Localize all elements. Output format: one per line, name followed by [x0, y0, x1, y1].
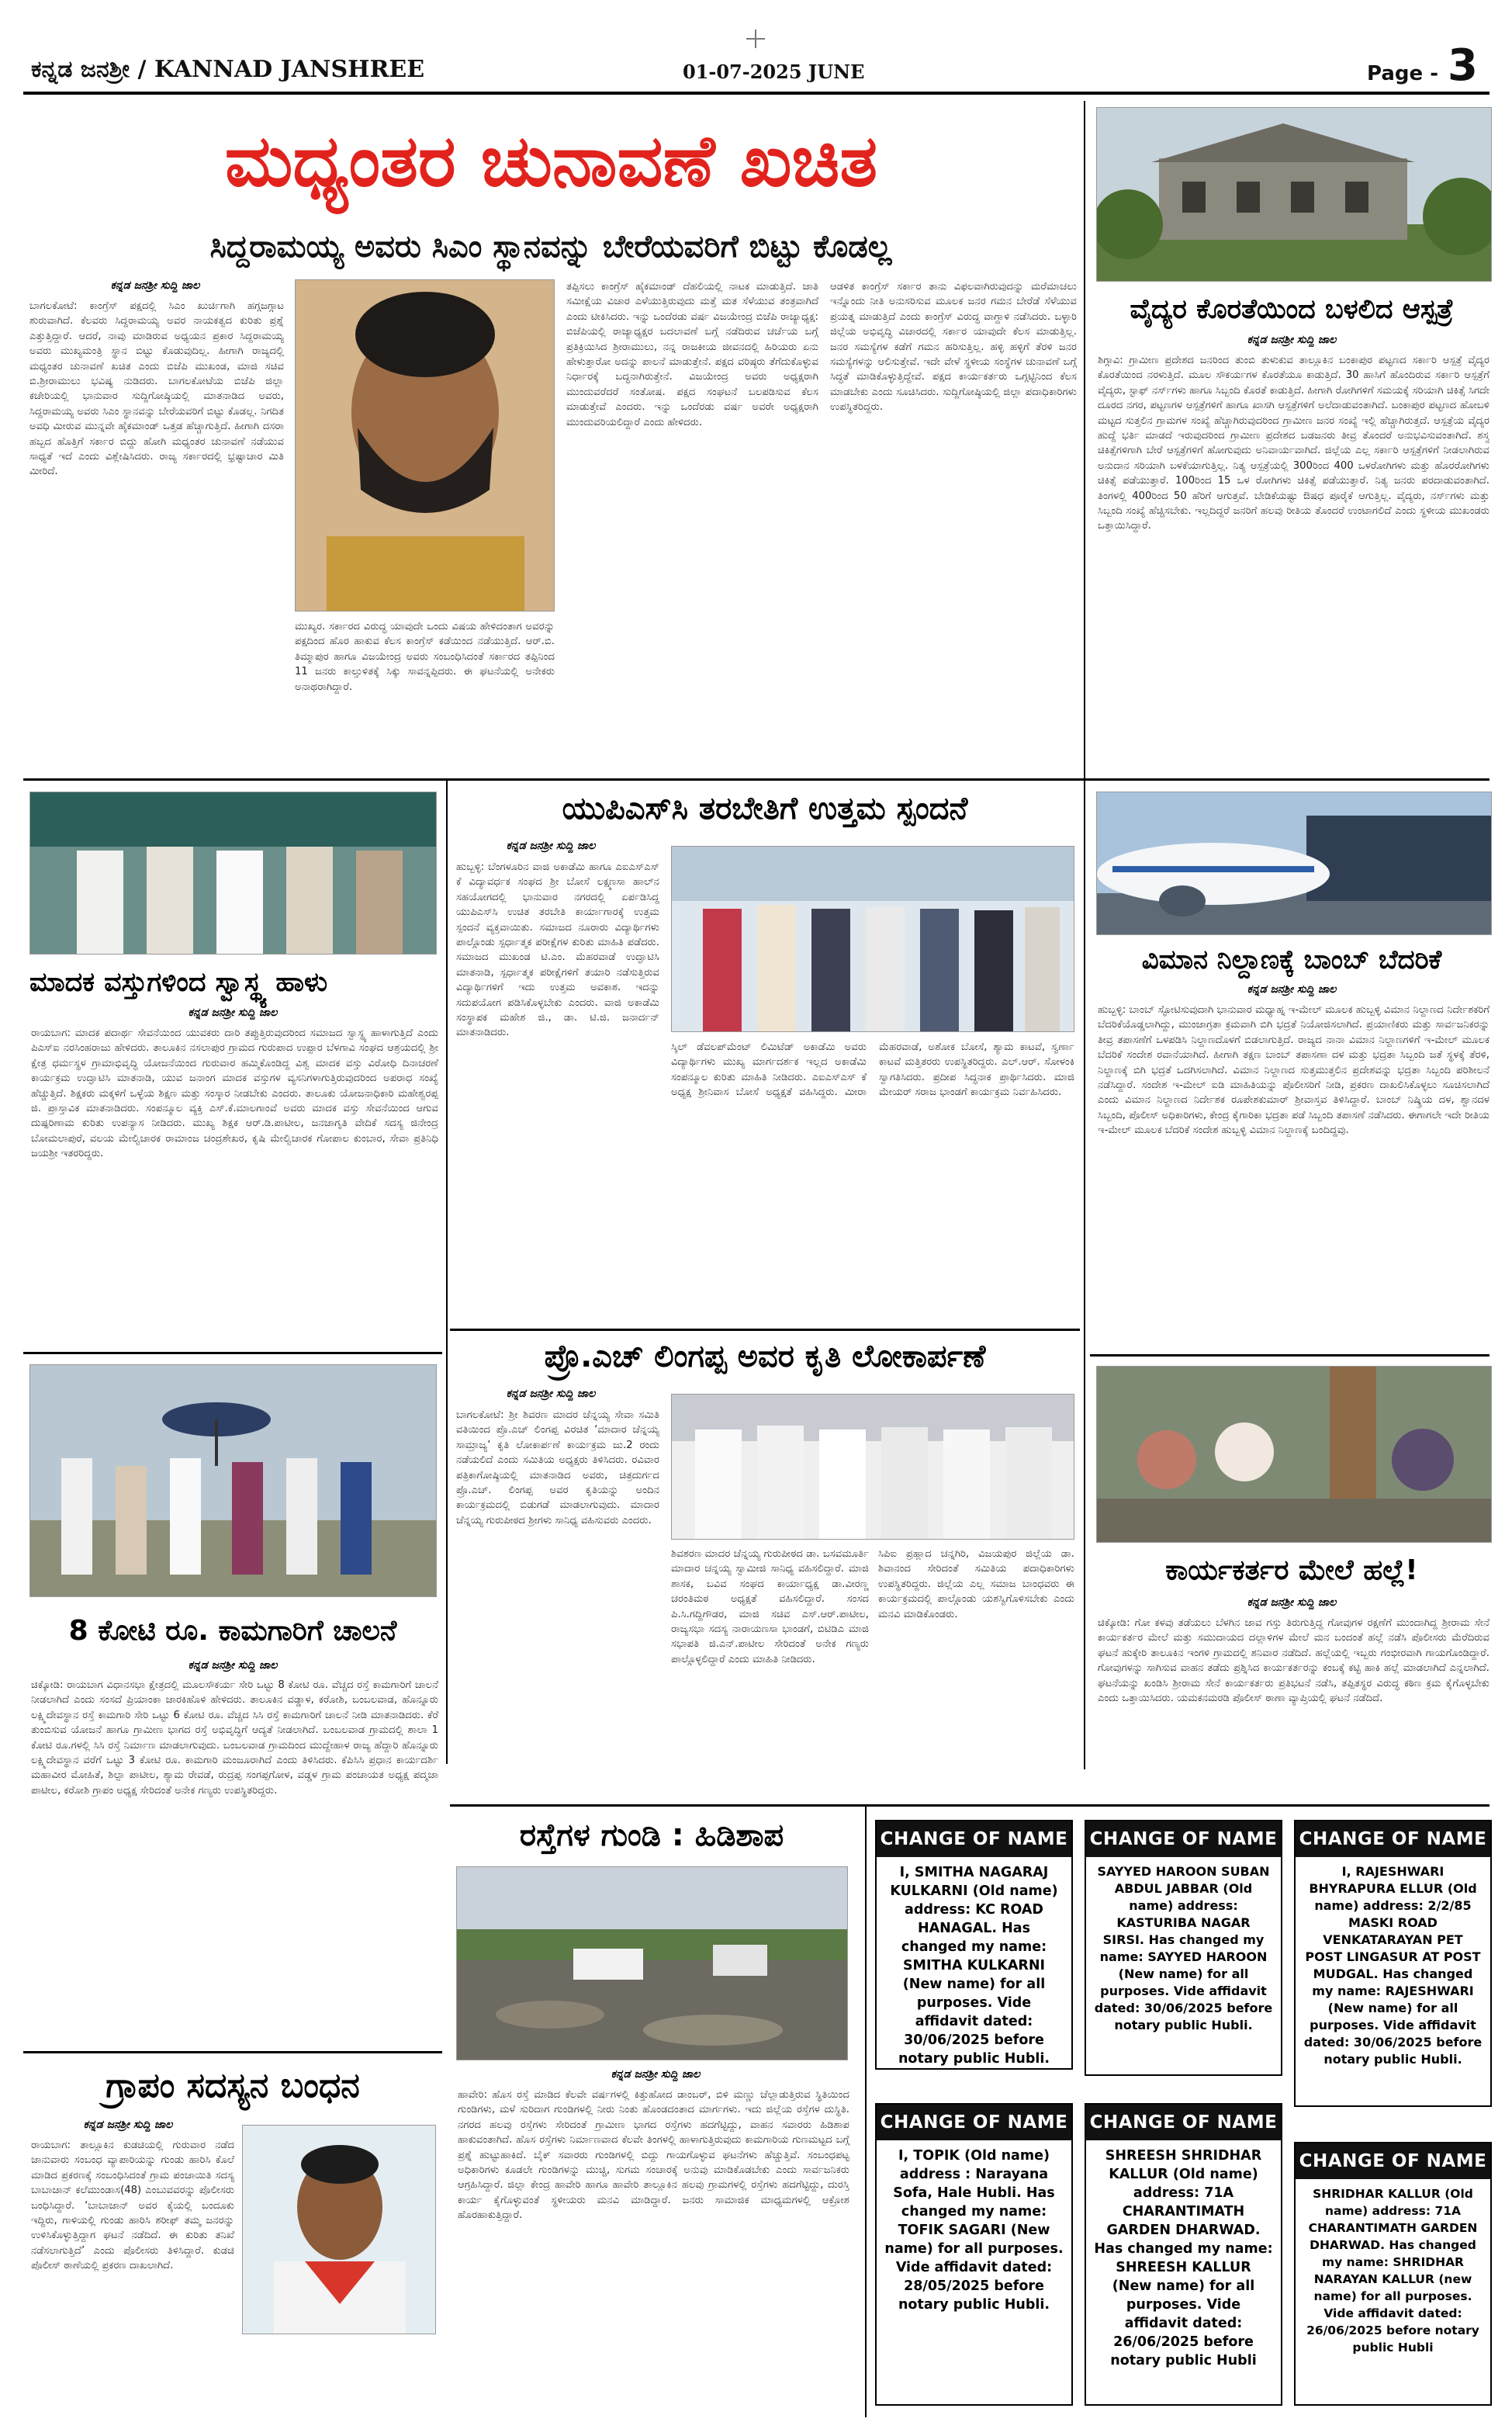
attack-body: ಚಿಕ್ಕೋಡಿ: ಗೋ ಕಳವು ತಡೆಯಲು ಬೆಳಗಿನ ಜಾವ ಗಸ್ತು ತಿರುಗುತ್ತಿದ್ದ ಗೋವುಗಳ ರಕ್ಷಣೆಗೆ ಮುಂದಾಗಿದ್ದ ಶ್ರೀರಾಮ ಸೇನೆ ಕಾರ್ಯಕರ್ತರ ಮೇಲೆ ಮತ್ತು ಸಮುದಾಯದ ದಲ್ಲಾಳಿಗಳ ಮೇಲೆ ಮನ ಬಂದಂತೆ ಹಲ್ಲೆ ನಡೆಸಿ ಪೊಲೀಸರು ಮೆರೆದಿರುವ ಘಟನೆ ಹುಕ್ಕೇರಿ ತಾಲೂಕಿನ ಇಂಗಳಿ ಗ್ರಾಮದಲ್ಲಿ ಶನಿವಾರ ನಡೆದಿದೆ. ಹಲ್ಲೆಯಲ್ಲಿ ಇಬ್ಬರು ಗಂಭೀರವಾಗಿ ಗಾಯಗೊಂಡಿದ್ದಾರೆ. ಗೋವುಗಳನ್ನು ಸಾಗಿಸುವ ವಾಹನ ತಡೆದು ಪ್ರಶ್ನಿಸಿದ ಕಾರ್ಯಕರ್ತರನ್ನು ಕಂಬಕ್ಕೆ ಕಟ್ಟಿ ಹಾಕಿ ಹಲ್ಲೆ ಮಾಡಲಾಗಿದೆ ಎನ್ನಲಾಗಿದೆ. ಘಟನೆಯನ್ನು ಖಂಡಿಸಿ ಶ್ರೀರಾಮ ಸೇನೆ ಕಾರ್ಯಕರ್ತರು ಪ್ರತಿಭಟನೆ ನಡೆಸಿ, ತಪ್ಪಿತಸ್ಥರ ವಿರುದ್ಧ ಕಠಿಣ ಕ್ರಮ ಕೈಗೊಳ್ಳಬೇಕು ಎಂದು ಒತ್ತಾಯಿಸಿದರು. ಯಮಕನಮರಡಿ ಪೊಲೀಸ್ ಠಾಣಾ ವ್ಯಾಪ್ತಿಯಲ್ಲಿ ಘಟನೆ ನಡೆದಿದೆ. [1098, 1617, 1490, 1705]
book-headline: ಪ್ರೊ.ಎಚ್ ಲಿಂಗಪ್ಪ ಅವರ ಕೃತಿ ಲೋಕಾರ್ಪಣೆ [544, 1339, 986, 1374]
section-rule-4 [450, 1804, 1490, 1807]
name-change-notice-4 [875, 2103, 1073, 2406]
issue-date: 01-07-2025 JUNE [683, 61, 865, 83]
hospital-body: ಶಿಗ್ಗಾವಿ: ಗ್ರಾಮೀಣ ಪ್ರದೇಶದ ಜನರಿಂದ ತುಂಬಿ ತುಳುಕುವ ತಾಲ್ಲೂಕಿನ ಬಂಕಾಪುರ ಪಟ್ಟಣದ ಸರ್ಕಾರಿ ಆಸ್ಪತ್ರೆ ವೈದ್ಯರ ಕೊರತೆಯಿಂದ ನರಳುತ್ತಿದೆ. ಮೂಲ ಸೌಕರ್ಯಗಳ ಕೊರತೆಯೂ ಕಾಡುತ್ತಿದೆ. 30 ಹಾಸಿಗೆ ಹೊಂದಿರುವ ಸರ್ಕಾರಿ ಆಸ್ಪತ್ರೆಗೆ ವೈದ್ಯರು, ಸ್ಟಾಫ್ ನರ್ಸ್‌ಗಳು ಹಾಗೂ ಸಿಬ್ಬಂದಿ ಕೊರತೆ ಕಾಡುತ್ತಿದೆ. ಹೀಗಾಗಿ ರೋಗಿಗಳಿಗೆ ಸಮಯಕ್ಕೆ ಸರಿಯಾಗಿ ಚಿಕಿತ್ಸೆ ಸಿಗದೇ ದೂರದ ನಗರ, ಪಟ್ಟಣಗಳ ಆಸ್ಪತ್ರೆಗಳಿಗೆ ಹಾಗೂ ಖಾಸಗಿ ಆಸ್ಪತ್ರೆಗಳಿಗೆ ಅಲೆದಾಡುವಂತಾಗಿದೆ. ಬಂಕಾಪುರ ಪಟ್ಟಣದ ಹೋಬಳಿ ಮಟ್ಟದ ಸುತ್ತಲಿನ ಗ್ರಾಮಗಳ ಸಂಖ್ಯೆ ಹೆಚ್ಚಾಗಿರುವುದರಿಂದ ಗ್ರಾಮೀಣ ಜನರ ಸಂಖ್ಯೆ ಇಲ್ಲಿ ಹೆಚ್ಚಾಗಿರುತ್ತದೆ. ಆಸ್ಪತ್ರೆಯ ವೈದ್ಯರ ಹುದ್ದೆ ಭರ್ತಿ ಮಾಡದೆ ಇರುವುದರಿಂದ ಗ್ರಾಮೀಣ ಪ್ರದೇಶದ ಬಡಜನರು ತೀವ್ರ ತೊಂದರೆ ಅನುಭವಿಸುವಂತಾಗಿದೆ. ಶಸ್ತ್ರ ಚಿಕಿತ್ಸೆಗಳಿಗಾಗಿ ಬೇರೆ ಆಸ್ಪತ್ರೆಗಳಿಗೆ ಹೋಗುವುದು ಅನಿವಾರ್ಯವಾಗಿದೆ. ಜಿಲ್ಲೆಯ ಎಲ್ಲ ಸರ್ಕಾರಿ ಆಸ್ಪತ್ರೆಗಳಿಗೆ ನೀಡಲಾಗಿರುವ ಅನುದಾನ ಸರಿಯಾಗಿ ಬಳಕೆಯಾಗುತ್ತಿಲ್ಲ. ನಿತ್ಯ ಆಸ್ಪತ್ರೆಯಲ್ಲಿ 300ರಿಂದ 400 ಒಳರೋಗಿಗಳು ಮತ್ತು ಹೊರರೋಗಿಗಳು ಚಿಕಿತ್ಸೆ ಪಡೆಯುತ್ತಾರೆ. 100ರಿಂದ 15 ಒಳ ರೋಗಿಗಳು ಚಿಕಿತ್ಸೆ ಪಡೆಯುತ್ತಾರೆ. ನಿತ್ಯ ಜನರು ಪರದಾಡುವಂತಾಗಿದೆ. ತಿಂಗಳಲ್ಲಿ 400ರಿಂದ 50 ಹೆರಿಗೆ ಆಗುತ್ತವೆ. ಬೇಡಿಕೆಯಷ್ಟು ಔಷಧ ಪೂರೈಕೆ ಆಗುತ್ತಿಲ್ಲ. ವೈದ್ಯರು, ನರ್ಸ್‌ಗಳು ಮತ್ತು ಸಿಬ್ಬಂದಿ ಸಂಖ್ಯೆ ಹೆಚ್ಚಿಸಬೇಕು. ಇಲ್ಲದಿದ್ದರೆ ಜನರಿಗೆ ಹಲವು ರೀತಿಯ ತೊಂದರೆ ಉಂಟಾಗಲಿದೆ ಎಂದು ಸ್ಥಳೀಯ ಮುಖಂಡರು ಒತ್ತಾಯಿಸಿದ್ದಾರೆ. [1098, 355, 1490, 532]
works-story [23, 1358, 442, 2049]
airport-story [1090, 785, 1493, 1360]
masthead [0, 0, 1512, 101]
attack-story [1090, 1360, 1493, 1810]
notice-body: I, RAJESHWARI BHYRAPURA ELLUR (Old name) address: 2/2/85 MASKI ROAD VENKATARAYAN PET POST LINGASUR AT POST MUDGAL. Has changed my name: RAJESHWARI (New name) for all purposes. Vide affidavit dated: 30/06/2025 before notary public Hubli. [1303, 1864, 1483, 2067]
upsc-col-1: ಹುಬ್ಬಳ್ಳಿ: ಬೆಂಗಳೂರಿನ ವಾಜಿ ಅಕಾಡೆಮಿ ಹಾಗೂ ಎಐಎಸ್‌ಎಸ್ ಕೆ ವಿದ್ಯಾವರ್ಧಕ ಸಂಘದ ಶ್ರೀ ಬೋಸೆ ಲಕ್ಷ್ಮಣಸಾ ಹಾಲ್‌ನ ಸಹಯೋಗದಲ್ಲಿ ಭಾನುವಾರ ನಗರದಲ್ಲಿ ಏರ್ಪಡಿಸಿದ್ದ ಯುಪಿಎಸ್‌ಸಿ ಉಚಿತ ತರಬೇತಿ ಕಾರ್ಯಾಗಾರಕ್ಕೆ ಉತ್ತಮ ಸ್ಪಂದನೆ ವ್ಯಕ್ತವಾಯಿತು. ಸಮಾಜದ ನೂರಾರು ವಿದ್ಯಾರ್ಥಿಗಳು ಪಾಲ್ಗೊಂಡು ಸ್ಪರ್ಧಾತ್ಮಕ ಪರೀಕ್ಷೆಗಳ ಕುರಿತು ಮಾಹಿತಿ ಪಡೆದರು. ಸಮಾಜದ ಮುಖಂಡ ಟಿ.ಎಂ. ಮೆಹರವಾಡೆ ಉದ್ಘಾಟಿಸಿ ಮಾತನಾಡಿ, ಸ್ಪರ್ಧಾತ್ಮಕ ಪರೀಕ್ಷೆಗಳಿಗೆ ತಯಾರಿ ನಡೆಸುತ್ತಿರುವ ವಿದ್ಯಾರ್ಥಿಗಳಿಗೆ ಇದು ಉತ್ತಮ ಅವಕಾಶ. ಇದನ್ನು ಸದುಪಯೋಗ ಪಡಿಸಿಕೊಳ್ಳಬೇಕು ಎಂದರು. ವಾಜಿ ಅಕಾಡೆಮಿ ಸಂಸ್ಥಾಪಕ ಮಹೇಶ ಜಿ., ಡಾ. ಟಿ.ಜಿ. ಜನಾರ್ದನ್ ಮಾತನಾಡಿದರು. [456, 861, 659, 1039]
arrest-headline: ಗ್ರಾಪಂ ಸದಸ್ಯನ ಬಂಧನ [106, 2066, 360, 2105]
name-change-notice-6 [1294, 2142, 1492, 2406]
column-rule-left [446, 778, 448, 1764]
works-headline: 8 ಕೋಟಿ ರೂ. ಕಾಮಗಾರಿಗೆ ಚಾಲನೆ [68, 1615, 397, 1647]
works-body: ಚಿಕ್ಕೋಡಿ: ರಾಯಬಾಗ ವಿಧಾನಸಭಾ ಕ್ಷೇತ್ರದಲ್ಲಿ ಮೂಲಸೌಕರ್ಯ ಸೇರಿ ಒಟ್ಟು 8 ಕೋಟಿ ರೂ. ವೆಚ್ಚದ ರಸ್ತೆ ಕಾಮಗಾರಿಗೆ ಚಾಲನೆ ನೀಡಲಾಗಿದೆ ಎಂದು ಸಂಸದೆ ಪ್ರಿಯಾಂಕಾ ಜಾರಕಿಹೊಳಿ ಹೇಳಿದರು. ತಾಲೂಕಿನ ವಡ್ಡಾಳ, ಕರೋಶಿ, ಬಂಬಲವಾಡ, ಹೊನ್ನೂರು ಲಕ್ಷ್ಮಿದೇವಸ್ಥಾನ ರಸ್ತೆ ಕಾಮಗಾರಿ ಸೇರಿ ಒಟ್ಟು 6 ಕೋಟಿ ರೂ. ವೆಚ್ಚದ ಸಿಸಿ ರಸ್ತೆ ಕಾಮಗಾರಿಗೆ ಚಾಲನೆ ನೀಡಿ ಮಾತನಾಡಿದರು. ಕೆರೆ ತುಂಬಿಸುವ ಯೋಜನೆ ಹಾಗೂ ಗ್ರಾಮೀಣ ಭಾಗದ ರಸ್ತೆ ಅಭಿವೃದ್ಧಿಗೆ ಆದ್ಯತೆ ನೀಡಲಾಗಿದೆ. ಬಂಬಲವಾಡ ಗ್ರಾಮದಲ್ಲಿ ಶಾಲಾ 1 ಕೋಟಿ ರೂ.ಗಳಲ್ಲಿ ಸಿಸಿ ರಸ್ತೆ ನಿರ್ಮಾಣ ಮಾಡಲಾಗುವುದು. ಬಂಬಲವಾಡ ಗ್ರಾಮದಿಂದ ಮುದ್ದೇಹಾಳ ರಾಜ್ಯ ಹೆದ್ದಾರಿ ಹೊನ್ನೂರು ಲಕ್ಷ್ಮಿದೇವಸ್ಥಾನ ವರೆಗೆ ಒಟ್ಟು 3 ಕೋಟಿ ರೂ. ಕಾಮಗಾರಿ ಮಂಜೂರಾಗಿದೆ ಎಂದು ತಿಳಿಸಿದರು. ಕೆಪಿಸಿಸಿ ಪ್ರಧಾನ ಕಾರ್ಯದರ್ಶಿ ಮಹಾವೀರ ಮೋಹಿತೆ, ಶಿಲ್ಪಾ ಪಾಟೀಲ, ಶ್ಯಾಮ ರೇವಡೆ, ರುದ್ರಪ್ಪ ಸಂಗಪ್ಪಗೋಳ, ವಡ್ಡಳ ಗ್ರಾಮ ಪಂಚಾಯತ ಅಧ್ಯಕ್ಷ ಪದ್ಮಜಾ ಪಾಟೀಲ, ಕರೋಶಿ ಗ್ರಾಪಂ ಅಧ್ಯಕ್ಷ ಸೇರಿದಂತೆ ಅನೇಕ ಗಣ್ಯರು ಉಪಸ್ಥಿತರಿದ್ದರು. [31, 1679, 438, 1797]
upsc-col-2: ಸ್ಕಿಲ್ ಡೆವಲಪ್‌ಮೆಂಟ್ ಲಿಮಿಟೆಡ್ ಅಕಾಡೆಮಿ ಅವರು ವಿದ್ಯಾರ್ಥಿಗಳು ಮುಖ್ಯ ಮಾರ್ಗದರ್ಶಕ ಇಲ್ಲದ ಅಕಾಡೆಮಿ ಸಂಪನ್ಮೂಲ ಕುರಿತು ಮಾಹಿತಿ ನೀಡಿದರು. ಎಐಎಸ್‌ಎಸ್ ಕೆ ಅಧ್ಯಕ್ಷ ಶ್ರೀನಿವಾಸ ಬೋಸೆ ಅಧ್ಯಕ್ಷತೆ ವಹಿಸಿದ್ದರು. ಮೀರಾ ಮೆಹರವಾಡೆ, ಅಶೋಕ ಬೋಸೆ, ಶ್ಯಾಮ ಕಾಟವೆ, ಸ್ವರ್ಣಾ ಕಾಟವೆ ಮತ್ತಿತರರು ಉಪಸ್ಥಿತರಿದ್ದರು. ಎಲ್.ಆರ್. ಸೋಳಂಕಿ ಸ್ವಾಗತಿಸಿದರು. ಪ್ರದೀಪ ಸಿದ್ಧನಾಕ ಪ್ರಾರ್ಥಿಸಿದರು. ಮಾಜಿ ಮೇಯರ್ ಸರಾಜ ಭಾಂಡಗೆ ಕಾರ್ಯಕ್ರಮ ನಿರ್ವಹಿಸಿದರು. [671, 1041, 1074, 1099]
notice-title: CHANGE OF NAME [877, 1821, 1071, 1857]
name-change-notice-3 [1294, 1820, 1492, 2107]
section-rule-1 [23, 778, 1490, 781]
book-story [450, 1333, 1080, 1799]
book-col-2: ಶಿವಶರಣ ಮಾದರ ಚೆನ್ನಯ್ಯ ಗುರುಪೀಠದ ಡಾ. ಬಸವಮೂರ್ತಿ ಮಾದಾರ ಚನ್ನಯ್ಯ ಸ್ವಾಮೀಜಿ ಸಾನಿಧ್ಯ ವಹಿಸಲಿದ್ದಾರೆ. ಮಾಜಿ ಶಾಸಕ, ಬವಿವ ಸಂಘದ ಕಾರ್ಯಾಧ್ಯಕ್ಷ ಡಾ.ವೀರಣ್ಣ ಚರಂತಿಮಠ ಅಧ್ಯಕ್ಷತೆ ವಹಿಸಲಿದ್ದಾರೆ. ಸಂಸದ ಪಿ.ಸಿ.ಗದ್ದಿಗೌಡರ, ಮಾಜಿ ಸಚಿವ ಎಸ್.ಆರ್.ಪಾಟೀಲ, ರಾಜ್ಯಸಭಾ ಸದಸ್ಯ ನಾರಾಯಣಸಾ ಭಾಂಡಗೆ, ಬಿಟಿಡಿಎ ಮಾಜಿ ಸಭಾಪತಿ ಜಿ.ಎನ್.ಪಾಟೀಲ ಸೇರಿದಂತೆ ಅನೇಕ ಗಣ್ಯರು ಪಾಲ್ಗೊಳ್ಳಲಿದ್ದಾರೆ ಎಂದು ಮಾಹಿತಿ ನೀಡಿದರು. [671, 1548, 869, 1665]
notice-body: SHRIDHAR KALLUR (Old name) address: 71A CHARANTIMATH GARDEN DHARWAD. Has changed my name: SHRIDHAR NARAYAN KALLUR (new name) for all purposes. Vide affidavit dated: 26/06/2025 before notary public Hubli [1306, 2187, 1479, 2355]
notice-body: I, TOPIK (Old name) address : Narayana Sofa, Hale Hubli. Has changed my name: TOFIK SAGARI (New name) for all purposes. Vide affidavit dated: 28/05/2025 before notary public Hubli. [884, 2148, 1064, 2313]
lead-byline: ಕನ್ನಡ ಜನಶ್ರೀ ಸುದ್ದಿ ಜಾಲ [110, 279, 200, 292]
roads-story [450, 1812, 861, 2417]
drugs-photo [29, 792, 437, 955]
arrest-photo [242, 2125, 436, 2334]
upsc-photo [671, 846, 1074, 1032]
roads-headline: ರಸ್ತೆಗಳ ಗುಂಡಿ : ಹಿಡಿಶಾಪ [519, 1817, 784, 1853]
masthead-rule [23, 92, 1490, 95]
name-change-notice-1 [875, 1820, 1073, 2070]
notice-body: I, SMITHA NAGARAJ KULKARNI (Old name) address: KC ROAD HANAGAL. Has changed my name: SMITHA KULKARNI (New name) for all purposes. Vide affidavit dated: 30/06/2025 before notary public Hubli. [890, 1865, 1058, 2067]
paper-name: ಕನ್ನಡ ಜನಶ್ರೀ / KANNAD JANSHREE [31, 56, 425, 83]
upsc-story [450, 785, 1080, 1329]
crosshair-mark [746, 29, 765, 48]
upsc-headline: ಯುಪಿಎಸ್‌ಸಿ ತರಬೇತಿಗೆ ಉತ್ತಮ ಸ್ಪಂದನೆ [562, 791, 968, 826]
lead-col-3: ತಪ್ಪಿಸಲು ಕಾಂಗ್ರೆಸ್ ಹೈಕಮಾಂಡ್ ದೆಹಲಿಯಲ್ಲಿ ನಾಟಕ ಮಾಡುತ್ತಿದೆ. ಜಾತಿ ಸಮೀಕ್ಷೆಯ ವಿಚಾರ ಎಳೆಯುತ್ತಿರುವುದು ಮತ್ತೆ ಮತ ಸೆಳೆಯುವ ತಂತ್ರವಾಗಿದೆ ಎಂದು ಟೀಕಿಸಿದರು. ಇನ್ನು ಒಂದೆರಡು ವರ್ಷ ವಿಜಯೇಂದ್ರ ಬಿಜೆಪಿ ರಾಜ್ಯಾಧ್ಯಕ್ಷ: ಬಿಜೆಪಿಯಲ್ಲಿ ರಾಜ್ಯಾಧ್ಯಕ್ಷರ ಬದಲಾವಣೆ ಬಗ್ಗೆ ನಡೆದಿರುವ ಚರ್ಚೆಯ ಬಗ್ಗೆ ಪ್ರತಿಕ್ರಿಯಿಸಿದ ಶ್ರೀರಾಮುಲು, ನನ್ನ ರಾಜಕೀಯ ಜೀವನದಲ್ಲಿ ಹಿರಿಯರು ಏನು ಹೇಳುತ್ತಾರೋ ಅದನ್ನು ಪಾಲನೆ ಮಾಡುತ್ತೇನೆ. ಪಕ್ಷದ ವರಿಷ್ಠರು ತೆಗೆದುಕೊಳ್ಳುವ ನಿರ್ಧಾರಕ್ಕೆ ಬದ್ಧನಾಗಿರುತ್ತೇನೆ. ವಿಜಯೇಂದ್ರ ಅವರು ಅಧ್ಯಕ್ಷರಾಗಿ ಮುಂದುವರೆದರೆ ಸಂತೋಷ. ಪಕ್ಷದ ಸಂಘಟನೆ ಬಲಪಡಿಸುವ ಕೆಲಸ ಮಾಡುತ್ತೇವೆ ಎಂದರು. ಇನ್ನು ಒಂದೆರಡು ವರ್ಷ ಅವರೇ ಅಧ್ಯಕ್ಷರಾಗಿ ಮುಂದುವರಿಯಲಿದ್ದಾರೆ ಎಂದು ಹೇಳಿದರು. [566, 281, 818, 428]
name-change-notice-5 [1085, 2103, 1282, 2406]
name-change-notice-2 [1085, 1820, 1282, 2076]
airport-body: ಹುಬ್ಬಳ್ಳಿ: ಬಾಂಬ್ ಸ್ಫೋಟಿಸುವುದಾಗಿ ಭಾನುವಾರ ಮಧ್ಯಾಹ್ನ ಇ-ಮೇಲ್ ಮೂಲಕ ಹುಬ್ಬಳ್ಳಿ ವಿಮಾನ ನಿಲ್ದಾಣದ ನಿರ್ದೇಶಕರಿಗೆ ಬೆದರಿಕೆಯೊಡ್ಡಲಾಗಿದ್ದು, ಮುಂಜಾಗ್ರತಾ ಕ್ರಮವಾಗಿ ಬಿಗಿ ಭದ್ರತೆ ನಿಯೋಜಿಸಲಾಗಿದೆ. ಪ್ರಯಾಣಿಕರು ಮತ್ತು ಸಾರ್ವಜನಿಕರನ್ನು ತೀವ್ರ ತಪಾಸಣೆಗೆ ಒಳಪಡಿಸಿ ನಿಲ್ದಾಣದೊಳಗೆ ಬಿಡಲಾಗುತ್ತಿದೆ. ರಾಜ್ಯದ ನಾನಾ ವಿಮಾನ ನಿಲ್ದಾಣಗಳಿಗೆ ಇ-ಮೇಲ್ ಮೂಲಕ ಬೆದರಿಕೆ ಸಂದೇಶ ರವಾನೆಯಾಗಿದೆ. ಹೀಗಾಗಿ ತಕ್ಷಣ ಬಾಂಬ್ ತಪಾಸಣಾ ದಳ ಮತ್ತು ಭದ್ರತಾ ಸಿಬ್ಬಂದಿ ಜತೆ ಸ್ಥಳಕ್ಕೆ ತೆರಳಿ, ನಿಲ್ದಾಣಕ್ಕೆ ಬಿಗಿ ಭದ್ರತೆ ಒದಗಿಸಲಾಗಿದೆ. ವಿಮಾನ ನಿಲ್ದಾಣದ ಸುತ್ತಮುತ್ತಲಿನ ಪ್ರದೇಶವನ್ನು ಭದ್ರತಾ ಸಿಬ್ಬಂದಿ ಪರಿಶೀಲನೆ ನಡೆಸಿದ್ದಾರೆ. ಸಂದೇಶ ಇ-ಮೇಲ್ ಐಡಿ ಮಾಹಿತಿಯನ್ನು ಪೊಲೀಸರಿಗೆ ನೀಡಿ, ಪ್ರಕರಣ ದಾಖಲಿಸಿಕೊಳ್ಳಲು ಸೂಚಿಸಲಾಗಿದೆ ಎಂದು ವಿಮಾನ ನಿಲ್ದಾಣದ ನಿರ್ದೇಶಕ ರೂಪೇಶಕುಮಾರ್ ಶ್ರೀವಾಸ್ತವ ತಿಳಿಸಿದ್ದಾರೆ. ಬಾಂಬ್ ನಿಷ್ಕ್ರಿಯ ದಳ, ಶ್ವಾನದಳ ಸಿಬ್ಬಂದಿ, ಪೊಲೀಸ್ ಅಧಿಕಾರಿಗಳು, ಕೇಂದ್ರ ಕೈಗಾರಿಕಾ ಭದ್ರತಾ ಪಡೆ ಸಿಬ್ಬಂದಿ ತಪಾಸಣೆ ನಡೆಸಿದರು. ಈಗಾಗಲೇ ಇದೇ ರೀತಿಯ ಇ-ಮೇಲ್ ಮೂಲಕ ಬೆದರಿಕೆ ಸಂದೇಶ ಹುಬ್ಬಳ್ಳಿ ವಿಮಾನ ನಿಲ್ದಾಣಕ್ಕೆ ಬಂದಿದ್ದವು. [1098, 1004, 1490, 1137]
notice-title: CHANGE OF NAME [1086, 2105, 1281, 2140]
book-photo [671, 1394, 1074, 1540]
roads-byline: ಕನ್ನಡ ಜನಶ್ರೀ ಸುದ್ದಿ ಜಾಲ [611, 2068, 701, 2081]
hospital-story [1090, 101, 1493, 784]
page-label: Page - [1367, 62, 1438, 85]
hospital-headline: ವೈದ್ಯರ ಕೊರತೆಯಿಂದ ಬಳಲಿದ ಆಸ್ಪತ್ರೆ [1130, 294, 1454, 325]
book-col-1: ಬಾಗಲಕೋಟೆ: ಶ್ರೀ ಶಿವರಣ ಮಾದರ ಚೆನ್ನಯ್ಯ ಸೇವಾ ಸಮಿತಿ ವತಿಯಿಂದ ಪ್ರೊ.ಎಚ್ ಲಿಂಗಪ್ಪ ವಿರಚಿತ ‘ಮಾದಾರ ಚೆನ್ನಯ್ಯ ಸಾಮ್ರಾಜ್ಯ’ ಕೃತಿ ಲೋಕಾರ್ಪಣೆ ಕಾರ್ಯಕ್ರಮ ಜು.2 ರಂದು ನಡೆಯಲಿದೆ ಎಂದು ಸಮಿತಿಯ ಅಧ್ಯಕ್ಷರು ತಿಳಿಸಿದರು. ರವಿವಾರ ಪತ್ರಿಕಾಗೋಷ್ಠಿಯಲ್ಲಿ ಮಾತನಾಡಿದ ಅವರು, ಚಿತ್ರದುರ್ಗದ ಪ್ರೊ.ಎಚ್. ಲಿಂಗಪ್ಪ ಅವರ ಕೃತಿಯನ್ನು ಅಂದಿನ ಕಾರ್ಯಕ್ರಮದಲ್ಲಿ ಬಿಡುಗಡೆ ಮಾಡಲಾಗುವುದು. ಮಾದಾರ ಚೆನ್ನಯ್ಯ ಗುರುಪೀಠದ ಶ್ರೀಗಳು ಸಾನಿಧ್ಯ ವಹಿಸುವರು ಎಂದರು. [456, 1409, 659, 1526]
upsc-byline: ಕನ್ನಡ ಜನಶ್ರೀ ಸುದ್ದಿ ಜಾಲ [506, 840, 596, 852]
works-byline: ಕನ್ನಡ ಜನಶ್ರೀ ಸುದ್ದಿ ಜಾಲ [188, 1659, 278, 1672]
section-rule-2b [1090, 1354, 1490, 1357]
drugs-byline: ಕನ್ನಡ ಜನಶ್ರೀ ಸುದ್ದಿ ಜಾಲ [188, 1007, 278, 1019]
drugs-body: ರಾಯಬಾಗ: ಮಾದಕ ಪದಾರ್ಥ ಸೇವನೆಯಿಂದ ಯುವಕರು ದಾರಿ ತಪ್ಪುತ್ತಿರುವುದರಿಂದ ಸಮಾಜದ ಸ್ವಾಸ್ಥ್ಯ ಹಾಳಾಗುತ್ತಿದೆ ಎಂದು ಪಿಎಸ್‌ಐ ನರಸಿಂಹರಾಜು ಹೇಳಿದರು. ತಾಲೂಕಿನ ನಸಲಾಪುರ ಗ್ರಾಮದ ಗುರುಪಾದ ಉಪ್ಪಾರ ಬೆಳಗಾವಿ ಸಂಘದ ಆಶ್ರಯದಲ್ಲಿ ಶ್ರೀ ಕ್ಷೇತ್ರ ಧರ್ಮಸ್ಥಳ ಗ್ರಾಮಾಭಿವೃದ್ಧಿ ಯೋಜನೆಯಿಂದ ಗುರುವಾರ ಹಮ್ಮಿಕೊಂಡಿದ್ದ ವಿಶ್ವ ಮಾದಕ ವಸ್ತು ವಿರೋಧಿ ದಿನಾಚರಣೆ ಕಾರ್ಯಕ್ರಮ ಉದ್ಘಾಟಿಸಿ ಮಾತನಾಡಿ, ಯುವ ಜನಾಂಗ ಮಾದಕ ವಸ್ತುಗಳ ವ್ಯಸನಿಗಳಾಗುತ್ತಿರುವುದರಿಂದ ಅಪರಾಧ ಸಂಖ್ಯೆ ಹೆಚ್ಚುತ್ತಿದೆ. ಶಿಕ್ಷಕರು ಮಕ್ಕಳಿಗೆ ಒಳ್ಳೆಯ ಶಿಕ್ಷಣ ಮತ್ತು ಸಂಸ್ಕಾರ ನೀಡಬೇಕು ಎಂದರು. ತಾಲೂಕು ಯೋಜನಾಧಿಕಾರಿ ಮಹೇಶ್ವರಪ್ಪ ಜಿ. ಪ್ರಾಸ್ತಾವಿಕ ಮಾತನಾಡಿದರು. ಸಂಪನ್ಮೂಲ ವ್ಯಕ್ತಿ ಎಸ್.ಕೆ.ಮಾಲಗಾಂವೆ ಅವರು ಮಾದಕ ವಸ್ತು ಸೇವನೆಯಿಂದ ಆಗುವ ದುಷ್ಪರಿಣಾಮ ಕುರಿತು ಉಪನ್ಯಾಸ ನೀಡಿದರು. ಮುಖ್ಯ ಶಿಕ್ಷಕ ಆರ್.ಡಿ.ಪಾಟೀಲ, ಜನಜಾಗೃತಿ ವೇದಿಕೆ ಸದಸ್ಯ ಜಿನೇಂದ್ರ ಬೋಮಲಾಪುರೆ, ವಲಯ ಮೇಲ್ವಿಚಾರಕ ರಾಮಾಂಜ ಚಂದ್ರಶೇಖರ, ಕೃಷಿ ಮೇಲ್ವಿಚಾರಕ ಗೋಪಾಲ ಕುಂಬಾರ, ಸೇವಾ ಪ್ರತಿನಿಧಿ ಜಯಶ್ರೀ ಇತರರಿದ್ದರು. [31, 1027, 438, 1160]
roads-photo [456, 1866, 848, 2060]
lead-col-4: ಆಡಳಿತ ಕಾಂಗ್ರೆಸ್ ಸರ್ಕಾರ ತಾನು ವಿಫಲವಾಗಿರುವುದನ್ನು ಮರೆಮಾಚಲು ಇನ್ನೊಂದು ನೀತಿ ಅನುಸರಿಸುವ ಮೂಲಕ ಜನರ ಗಮನ ಬೇರೆಡೆ ಸೆಳೆಯುವ ಪ್ರಯತ್ನ ಮಾಡುತ್ತಿದೆ ಎಂದು ಕಾಂಗ್ರೆಸ್ ವಿರುದ್ಧ ವಾಗ್ದಾಳಿ ನಡೆಸಿದರು. ಬಳ್ಳಾರಿ ಜಿಲ್ಲೆಯ ಅಭಿವೃದ್ಧಿ ವಿಚಾರದಲ್ಲಿ ಸರ್ಕಾರ ಯಾವುದೇ ಕೆಲಸ ಮಾಡುತ್ತಿಲ್ಲ. ಜನರ ಸಮಸ್ಯೆಗಳ ಕಡೆಗೆ ಗಮನ ಹರಿಸುತ್ತಿಲ್ಲ. ಹಳ್ಳಿ ಹಳ್ಳಿಗೆ ತೆರಳಿ ಜನರ ಸಮಸ್ಯೆಗಳನ್ನು ಆಲಿಸುತ್ತೇವೆ. ಇದೇ ವೇಳೆ ಸ್ಥಳೀಯ ಸಂಸ್ಥೆಗಳ ಚುನಾವಣೆ ಬಗ್ಗೆ ಸಿದ್ಧತೆ ಮಾಡಿಕೊಳ್ಳುತ್ತಿದ್ದೇವೆ. ಪಕ್ಷದ ಕಾರ್ಯಕರ್ತರು ಒಗ್ಗಟ್ಟಿನಿಂದ ಕೆಲಸ ಮಾಡಬೇಕು ಎಂದು ಸೂಚಿಸಿದರು. ಸುದ್ದಿಗೋಷ್ಠಿಯಲ್ಲಿ ಜಿಲ್ಲಾ ಪದಾಧಿಕಾರಿಗಳು ಉಪಸ್ಥಿತರಿದ್ದರು. [830, 281, 1077, 414]
roads-body: ಹಾವೇರಿ: ಹೊಸ ರಸ್ತೆ ಮಾಡಿದ ಕೆಲವೇ ವರ್ಷಗಳಲ್ಲಿ ಕಿತ್ತುಹೋದ ಡಾಂಬರ್, ಬಿಳಿ ಮಣ್ಣು ಚೆಲ್ಲಾಡುತ್ತಿರುವ ಸ್ಥಿತಿಯಿಂದ ಗುಂಡಿಗಳು, ಮಳೆ ಸುರಿದಾಗ ಗುಂಡಿಗಳಲ್ಲಿ ನೀರು ನಿಂತು ಹೊಂಡದಂತಾದ ಮಾರ್ಗಗಳು. ಇದು ಜಿಲ್ಲೆಯ ರಸ್ತೆಗಳ ದುಸ್ಥಿತಿ. ನಗರದ ಹಲವು ರಸ್ತೆಗಳು ಸೇರಿದಂತೆ ಗ್ರಾಮೀಣ ಭಾಗದ ರಸ್ತೆಗಳು ಹದಗೆಟ್ಟಿದ್ದು, ವಾಹನ ಸವಾರರು ಹಿಡಿಶಾಪ ಹಾಕುವಂತಾಗಿದೆ. ಹೊಸ ರಸ್ತೆಗಳು ನಿರ್ಮಾಣವಾದ ಕೆಲವೇ ತಿಂಗಳಲ್ಲಿ ಹಾಳಾಗುತ್ತಿರುವುದು ಕಾಮಗಾರಿಯ ಗುಣಮಟ್ಟದ ಬಗ್ಗೆ ಪ್ರಶ್ನೆ ಹುಟ್ಟುಹಾಕಿದೆ. ಬೈಕ್ ಸವಾರರು ಗುಂಡಿಗಳಲ್ಲಿ ಬಿದ್ದು ಗಾಯಗೊಳ್ಳುವ ಘಟನೆಗಳು ಹೆಚ್ಚುತ್ತಿವೆ. ಸಂಬಂಧಪಟ್ಟ ಅಧಿಕಾರಿಗಳು ಕೂಡಲೇ ಗುಂಡಿಗಳನ್ನು ಮುಚ್ಚಿ, ಸುಗಮ ಸಂಚಾರಕ್ಕೆ ಅನುವು ಮಾಡಿಕೊಡಬೇಕು ಎಂದು ಸಾರ್ವಜನಿಕರು ಆಗ್ರಹಿಸಿದ್ದಾರೆ. ಜಿಲ್ಲಾ ಕೇಂದ್ರ ಹಾವೇರಿ ಹಾಗೂ ಹಾವೇರಿ ತಾಲ್ಲೂಕಿನ ಹಲವು ಗ್ರಾಮಗಳಲ್ಲಿ ರಸ್ತೆಗಳು ಹದಗೆಟ್ಟಿದ್ದು, ದುರಸ್ತಿ ಕಾರ್ಯ ಕೈಗೊಳ್ಳುವಂತೆ ಸ್ಥಳೀಯರು ಮನವಿ ಮಾಡಿದ್ದಾರೆ. ಜನರು ಸಾಮಾಜಿಕ ಮಾಧ್ಯಮಗಳಲ್ಲಿ ಆಕ್ರೋಶ ಹೊರಹಾಕುತ್ತಿದ್ದಾರೆ. [458, 2089, 849, 2222]
hospital-photo [1096, 107, 1492, 282]
notice-title: CHANGE OF NAME [1296, 2143, 1490, 2179]
column-rule-notices [865, 1804, 867, 2417]
lead-subheadline: ಸಿದ್ದರಾಮಯ್ಯ ಅವರು ಸಿಎಂ ಸ್ಥಾನವನ್ನು ಬೇರೆಯವರಿಗೆ ಬಿಟ್ಟು ಕೊಡಲ್ಲ [209, 229, 892, 265]
notice-title: CHANGE OF NAME [877, 2105, 1071, 2140]
airport-byline: ಕನ್ನಡ ಜನಶ್ರೀ ಸುದ್ದಿ ಜಾಲ [1247, 983, 1337, 996]
attack-byline: ಕನ್ನಡ ಜನಶ್ರೀ ಸುದ್ದಿ ಜಾಲ [1247, 1596, 1337, 1609]
airport-headline: ವಿಮಾನ ನಿಲ್ದಾಣಕ್ಕೆ ಬಾಂಬ್ ಬೆದರಿಕೆ [1141, 944, 1442, 975]
page-number: 3 [1448, 40, 1478, 91]
lead-headline: ಮಧ್ಯಂತರ ಚುನಾವಣೆ ಖಚಿತ [224, 120, 878, 203]
section-rule-5 [23, 2051, 442, 2053]
section-rule-2 [450, 1329, 1080, 1331]
notice-title: CHANGE OF NAME [1296, 1821, 1490, 1857]
lead-col-1: ಬಾಗಲಕೋಟೆ: ಕಾಂಗ್ರೆಸ್ ಪಕ್ಷದಲ್ಲಿ ಸಿಎಂ ಖುರ್ಚಿಗಾಗಿ ಹಗ್ಗಜಗ್ಗಾಟ ಶುರುವಾಗಿದೆ. ಕೆಲವರು ಸಿದ್ದರಾಮಯ್ಯ ಅವರ ನಾಯಕತ್ವದ ಕುರಿತು ಪ್ರಶ್ನೆ ಎತ್ತುತ್ತಿದ್ದಾರೆ. ಆದರೆ, ನಾವು ಮಾಡಿರುವ ಅಧ್ಯಯನ ಪ್ರಕಾರ ಸಿದ್ದರಾಮಯ್ಯ ಅವರು ಮುಖ್ಯಮಂತ್ರಿ ಸ್ಥಾನ ಬಿಟ್ಟು ಕೊಡುವುದಿಲ್ಲ. ಹೀಗಾಗಿ ರಾಜ್ಯದಲ್ಲಿ ಮಧ್ಯಂತರ ಚುನಾವಣೆ ಖಚಿತ ಎಂದು ಬಿಜೆಪಿ ಮುಖಂಡ, ಮಾಜಿ ಸಚಿವ ಬಿ.ಶ್ರೀರಾಮುಲು ಭವಿಷ್ಯ ನುಡಿದರು. ಬಾಗಲಕೋಟೆಯ ಬಿಜೆಪಿ ಜಿಲ್ಲಾ ಕಚೇರಿಯಲ್ಲಿ ಭಾನುವಾರ ಸುದ್ದಿಗೋಷ್ಠಿಯಲ್ಲಿ ಮಾತನಾಡಿದ ಅವರು, ಸಿದ್ದರಾಮಯ್ಯ ಅವರು ಸಿಎಂ ಸ್ಥಾನವನ್ನು ಬೇರೆಯವರಿಗೆ ಬಿಟ್ಟು ಕೊಡಲ್ಲ. ನಿಗದಿತ ಅವಧಿ ಮೀರುವ ಮುನ್ನವೇ ಹೈಕಮಾಂಡ್ ಒತ್ತಡ ಹೆಚ್ಚಾಗುತ್ತಿದೆ. ಹೀಗಾಗಿ ದಸರಾ ಹಬ್ಬದ ಹೊತ್ತಿಗೆ ಸರ್ಕಾರ ಬಿದ್ದು ಹೋಗಿ ಮಧ್ಯಂತರ ಚುನಾವಣೆ ನಡೆಯುವ ಸಾಧ್ಯತೆ ಇದೆ ಎಂದು ವಿಶ್ಲೇಷಿಸಿದರು. ರಾಜ್ಯ ಸರ್ಕಾರದಲ್ಲಿ ಭ್ರಷ್ಟಾಚಾರ ಮಿತಿ ಮೀರಿದೆ. [29, 300, 284, 478]
book-col-3: ಸಿಪಿಐ ಪ್ರಹ್ಲಾದ ಚನ್ನಗಿರಿ, ವಿಜಯಪುರ ಜಿಲ್ಲೆಯ ಡಾ. ಶಿವಾನಂದ ಸೇರಿದಂತೆ ಸಮಿತಿಯ ಪದಾಧಿಕಾರಿಗಳು ಉಪಸ್ಥಿತರಿದ್ದರು. ಜಿಲ್ಲೆಯ ಎಲ್ಲ ಸಮಾಜ ಬಾಂಧವರು ಈ ಕಾರ್ಯಕ್ರಮದಲ್ಲಿ ಪಾಲ್ಗೊಂಡು ಯಶಸ್ವಿಗೊಳಿಸಬೇಕು ಎಂದು ಮನವಿ ಮಾಡಿಕೊಂಡರು. [878, 1548, 1074, 1620]
arrest-body: ರಾಯಬಾಗ: ತಾಲ್ಲೂಕಿನ ಕುಡಚಿಯಲ್ಲಿ ಗುರುವಾರ ನಡೆದ ಜಾನುವಾರು ಸಂಬಂಧ ವ್ಯಾಪಾರಿಯನ್ನು ಗುಂಡು ಹಾರಿಸಿ ಕೊಲೆ ಮಾಡಿದ ಪ್ರಕರಣಕ್ಕೆ ಸಂಬಂಧಿಸಿದಂತೆ ಗ್ರಾಮ ಪಂಚಾಯಿತಿ ಸದಸ್ಯ ಬಾಬಾಜಾನ್ ಕಲೆಮುಂಡಾಸ(48) ಎಂಬುವವರನ್ನು ಪೊಲೀಸರು ಬಂಧಿಸಿದ್ದಾರೆ. ‘ಬಾಬಾಜಾನ್ ಅವರ ಕೈಯಲ್ಲಿ ಬಂದೂಕು ಇದ್ದಿರು, ಗಾಳಿಯಲ್ಲಿ ಗುಂಡು ಹಾರಿಸಿ ಶರೀಫ್ ತಮ್ಮ ಜನರನ್ನು ಉಳಿಸಿಕೊಳ್ಳುತ್ತಿದ್ದಾಗ ಘಟನೆ ನಡೆದಿದೆ. ಈ ಕುರಿತು ತನಿಖೆ ನಡೆಸಲಾಗುತ್ತಿದೆ’ ಎಂದು ಪೊಲೀಸರು ತಿಳಿಸಿದ್ದಾರೆ. ಕುಡಚಿ ಪೊಲೀಸ್ ಠಾಣೆಯಲ್ಲಿ ಪ್ರಕರಣ ದಾಖಲಾಗಿದೆ. [31, 2140, 234, 2272]
column-rule-right [1084, 101, 1085, 1769]
attack-headline: ಕಾರ್ಯಕರ್ತರ ಮೇಲೆ ಹಲ್ಲೆ! [1165, 1554, 1418, 1586]
notice-title: CHANGE OF NAME [1086, 1821, 1281, 1857]
airport-photo [1096, 792, 1492, 935]
book-byline: ಕನ್ನಡ ಜನಶ್ರೀ ಸುದ್ದಿ ಜಾಲ [506, 1388, 596, 1400]
drugs-headline: ಮಾದಕ ವಸ್ತುಗಳಿಂದ ಸ್ವಾಸ್ಥ್ಯ ಹಾಳು [29, 967, 328, 998]
hospital-byline: ಕನ್ನಡ ಜನಶ್ರೀ ಸುದ್ದಿ ಜಾಲ [1247, 334, 1337, 346]
notice-body: SHREESH SHRIDHAR KALLUR (Old name) address: 71A CHARANTIMATH GARDEN DHARWAD. Has changed my name: SHREESH KALLUR (New name) for all purposes. Vide affidavit dated: 26/06/2025 before notary public Hubli [1094, 2148, 1273, 2368]
arrest-story [23, 2057, 442, 2421]
lead-story [23, 101, 1078, 784]
section-rule-3 [23, 1352, 442, 1354]
attack-photo [1096, 1366, 1492, 1543]
works-photo [29, 1364, 437, 1597]
lead-portrait-photo [295, 279, 555, 612]
lead-col-2: ಮುಖ್ಯರ. ಸರ್ಕಾರದ ವಿರುದ್ಧ ಯಾವುದೇ ಒಂದು ವಿಷಯ ಹೇಳಿದಂತಾಗ ಅವರನ್ನು ಪಕ್ಷದಿಂದ ಹೊರ ಹಾಕುವ ಕೆಲಸ ಕಾಂಗ್ರೆಸ್ ಕಡೆಯಿಂದ ನಡೆಯುತ್ತಿದೆ. ಆರ್.ಬಿ. ತಿಮ್ಮಾಪುರ ಹಾಗೂ ವಿಜಯೇಂದ್ರ ಅವರು ಸಂಬಂಧಿಸಿದಂತೆ ಸರ್ಕಾರದ ತಪ್ಪಿನಿಂದ 11 ಜನರು ಕಾಲ್ತುಳಿತಕ್ಕೆ ಸಿಕ್ಕು ಸಾವನ್ನಪ್ಪಿದರು. ಈ ಘಟನೆಯಲ್ಲಿ ಅನೇಕರು ಅನಾಥರಾಗಿದ್ದಾರೆ. [295, 621, 555, 693]
arrest-byline: ಕನ್ನಡ ಜನಶ್ರೀ ಸುದ್ದಿ ಜಾಲ [83, 2119, 173, 2131]
drugs-story [23, 785, 442, 1352]
notice-body: SAYYED HAROON SUBAN ABDUL JABBAR (Old name) address: KASTURIBA NAGAR SIRSI. Has changed my name: SAYYED HAROON (New name) for all purposes. Vide affidavit dated: 30/06/2025 before notary public Hubli. [1094, 1864, 1273, 2032]
